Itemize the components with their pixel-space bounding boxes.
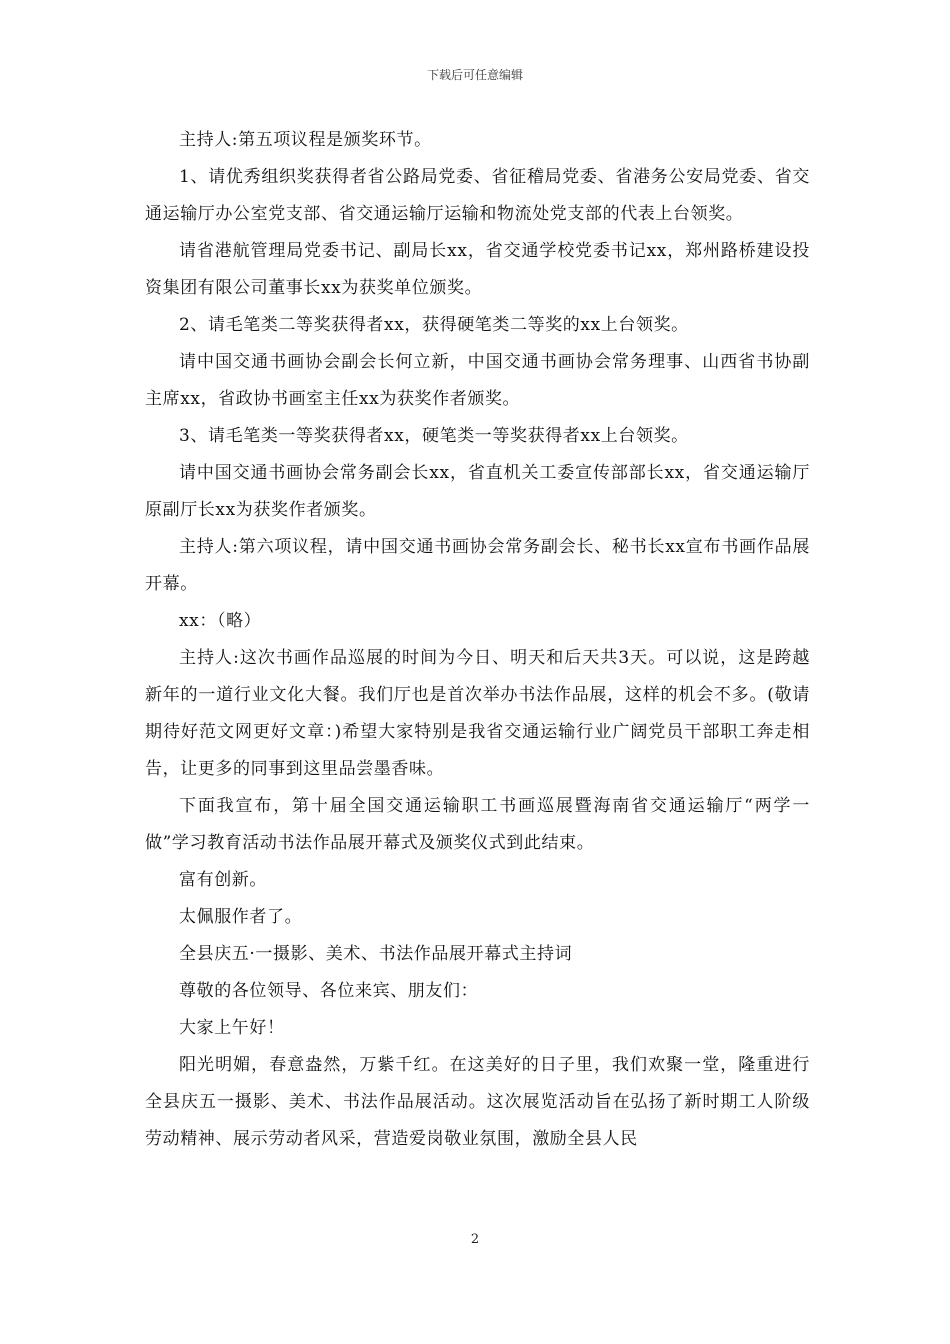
paragraph: 请省港航管理局党委书记、副局长xx，省交通学校党委书记xx，郑州路桥建设投资集团有限公司董事长xx为获奖单位颁奖。 — [145, 241, 810, 298]
section-title: 全县庆五·一摄影、美术、书法作品展开幕式主持词 — [179, 944, 573, 964]
paragraph: 阳光明媚，春意盎然，万紫千红。在这美好的日子里，我们欢聚一堂，隆重进行全县庆五一摄影、美术、书法作品展活动。这次展览活动旨在弘扬了新时期工人阶级劳动精神、展示劳动者风采，营造爱岗敬业氛围，激励全县人民 — [145, 1055, 810, 1149]
paragraph: 1、请优秀组织奖获得者省公路局党委、省征稽局党委、省港务公安局党委、省交通运输厅办公室党支部、省交通运输厅运输和物流处党支部的代表上台领奖。 — [145, 167, 810, 224]
paragraph: 主持人:第六项议程，请中国交通书画协会常务副会长、秘书长xx宣布书画作品展开幕。 — [145, 537, 810, 594]
paragraph: 富有创新。 — [179, 870, 267, 890]
greeting: 大家上午好！ — [179, 1018, 285, 1038]
salutation: 尊敬的各位领导、各位来宾、朋友们： — [179, 981, 479, 1001]
paragraph: 请中国交通书画协会副会长何立新，中国交通书画协会常务理事、山西省书协副主席xx，省政协书画室主任xx为获奖作者颁奖。 — [145, 352, 810, 409]
paragraph: 请中国交通书画协会常务副会长xx，省直机关工委宣传部部长xx，省交通运输厅原副厅长xx为获奖作者颁奖。 — [145, 463, 810, 520]
document-body — [145, 122, 810, 1158]
paragraph: 3、请毛笔类一等奖获得者xx，硬笔类一等奖获得者xx上台领奖。 — [179, 426, 689, 446]
paragraph: 主持人:这次书画作品巡展的时间为今日、明天和后天共3天。可以说，这是跨越新年的一道行业文化大餐。我们厅也是首次举办书法作品展，这样的机会不多。(敬请期待好范文网更好文章：)希望大家特别是我省交通运输行业广阔党员干部职工奔走相告，让更多的同事到这里品尝墨香味。 — [145, 648, 810, 779]
header-note: 下载后可任意编辑 — [426, 68, 523, 82]
paragraph: 下面我宣布，第十届全国交通运输职工书画巡展暨海南省交通运输厅“两学一做”学习教育活动书法作品展开幕式及颁奖仪式到此结束。 — [145, 796, 810, 853]
page-number: 2 — [470, 1232, 480, 1247]
paragraph: 主持人:第五项议程是颁奖环节。 — [179, 130, 432, 150]
paragraph: xx：（略） — [179, 611, 262, 631]
paragraph: 2、请毛笔类二等奖获得者xx，获得硬笔类二等奖的xx上台领奖。 — [179, 315, 689, 335]
paragraph: 太佩服作者了。 — [179, 907, 303, 927]
